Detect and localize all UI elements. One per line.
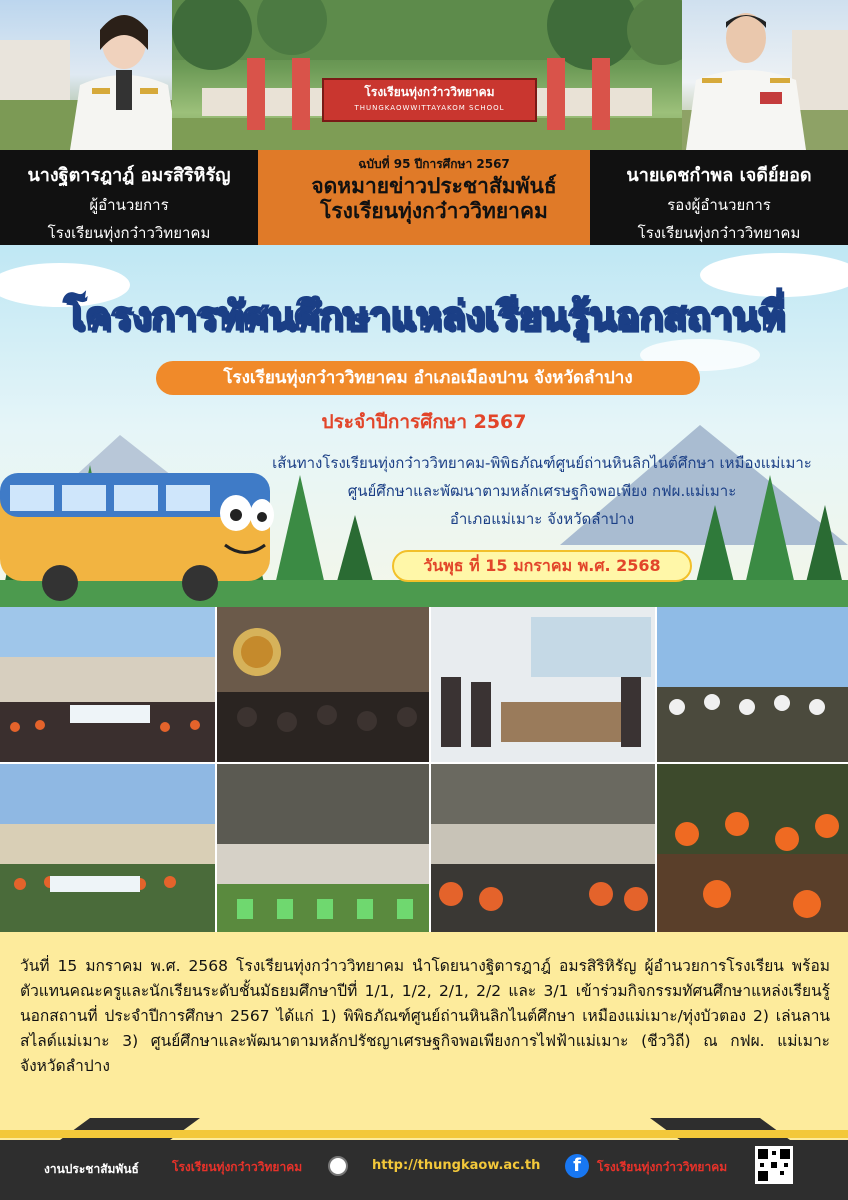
banner-date: วันพุธ ที่ 15 มกราคม พ.ศ. 2568: [392, 550, 692, 582]
footer-dept: งานประชาสัมพันธ์: [44, 1162, 139, 1176]
footer-facebook-label[interactable]: โรงเรียนทุ่งกว๋าววิทยาคม: [597, 1160, 728, 1174]
footer-background: [0, 1100, 848, 1200]
director-school: โรงเรียนทุ่งกว๋าววิทยาคม: [47, 224, 211, 242]
newsletter-title-box: [258, 150, 610, 245]
photo-group-museum: [0, 607, 215, 762]
header: [0, 0, 848, 245]
director-name: นางฐิตารฎาฎ์ อมรสิริหิรัญ: [27, 165, 231, 186]
deputy-caption: [590, 150, 848, 245]
director-role: ผู้อำนวยการ: [89, 196, 169, 214]
photo-pavilion-group: [217, 764, 429, 932]
photo-collage: [0, 607, 848, 932]
gate-sign: [322, 78, 537, 122]
facebook-icon[interactable]: f: [565, 1154, 589, 1178]
project-banner: [0, 245, 848, 607]
photo-viewpoint-group: [657, 607, 848, 762]
director-photo: [0, 0, 172, 150]
photo-museum-hall: [217, 607, 429, 762]
banner-year: ประจำปีการศึกษา 2567: [321, 411, 527, 433]
route-line-3: อำเภอแม่เมาะ จังหวัดลำปาง: [449, 510, 635, 528]
deputy-role: รองผู้อำนวยการ: [667, 196, 771, 214]
photo-pavilion-lecture: [431, 764, 655, 932]
issue-number: ฉบับที่ 95 ปีการศึกษา 2567: [358, 157, 510, 171]
globe-icon: [328, 1156, 348, 1176]
footer-school-web-label: โรงเรียนทุ่งกว๋าววิทยาคม: [172, 1160, 303, 1174]
photo-planting-activity: [657, 764, 848, 932]
director-caption: [0, 150, 258, 245]
qr-code-icon: [755, 1146, 793, 1184]
newsletter-title-line1: จดหมายข่าวประชาสัมพันธ์: [311, 174, 557, 198]
news-body-text: วันที่ 15 มกราคม พ.ศ. 2568 โรงเรียนทุ่งกว๋าววิทยาคม นำโดยนางฐิตารฎาฎ์ อมรสิริหิรัญ ผู้อำนวยการโรงเรียน พร้อมตัวแทนคณะครูและนักเรียนระดับชั้นมัธยมศึกษาปีที่ 1/1, 1/2, 2/1, 2/2 และ 3/1 เข้าร่วมกิจกรรมทัศนศึกษาแหล่งเรียนรู้นอกสถานที่ ประจำปีการศึกษา 2567 ได้แก่ 1) พิพิธภัณฑ์ศูนย์ถ่านหินลิกไนต์ศึกษา เหมืองแม่เมาะ/ทุ่งบัวตอง 2) เล่นลานสไลด์แม่เมาะ 3) ศูนย์ศึกษาและพัฒนาตามหลักปรัชญาเศรษฐกิจพอเพียงการไฟฟ้าแม่เมาะ (ชีววิถี) ณ กฟผ. แม่เมาะ จังหวัดลำปาง: [20, 957, 830, 1075]
banner-title: โครงการทัศนศึกษาแหล่งเรียนรู้นอกสถานที่: [63, 294, 785, 339]
banner-subtitle: โรงเรียนทุ่งกว๋าววิทยาคม อำเภอเมืองปาน จังหวัดลำปาง: [156, 361, 700, 395]
gate-sign-en: THUNGKAOWWITTAYAKOM SCHOOL: [354, 104, 505, 112]
school-gate-photo: [172, 0, 684, 150]
deputy-name: นายเดชกำพล เจดีย์ยอด: [626, 165, 812, 186]
banner-route: [236, 449, 848, 533]
footer-url-link[interactable]: http://thungkaow.ac.th: [372, 1158, 541, 1173]
deputy-director-photo: [682, 0, 848, 150]
newsletter-title-line2: โรงเรียนทุ่งกว๋าววิทยาคม: [320, 199, 548, 223]
gate-sign-th: โรงเรียนทุ่งกว๋าววิทยาคม: [364, 85, 495, 99]
route-line-2: ศูนย์ศึกษาและพัฒนาตามหลักเศรษฐกิจพอเพียง กฟผ.แม่เมาะ: [347, 482, 737, 500]
route-line-1: เส้นทางโรงเรียนทุ่งกว๋าววิทยาคม-พิพิธภัณฑ์ศูนย์ถ่านหินลิกไนต์ศึกษา เหมืองแม่เมาะ: [272, 454, 812, 472]
photo-group-sign: [0, 764, 215, 932]
news-text-block: [0, 932, 848, 1100]
photo-exhibit-model: [431, 607, 655, 762]
footer: [0, 1100, 848, 1200]
deputy-school: โรงเรียนทุ่งกว๋าววิทยาคม: [637, 224, 801, 242]
